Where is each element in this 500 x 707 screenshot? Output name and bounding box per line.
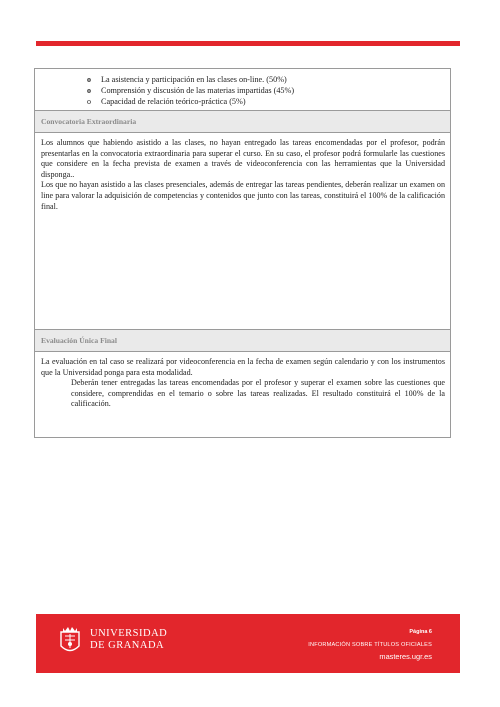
university-name-line: UNIVERSIDAD	[90, 628, 168, 639]
section-title: Convocatoria Extraordinaria	[35, 111, 450, 133]
list-item-text: Comprensión y discusión de las materias impartidas (45%)	[101, 86, 295, 95]
paragraph: Los alumnos que habiendo asistido a las clases, no hayan entregado las tareas encomendadas por el profesor, podrán presentarlas en la convocatoria extraordinaria para superar el curso. En su caso, el profesor podrá formularle las cuestiones que considere en la fecha prevista de examen a través de videoconferencia con las herramientas que la Universidad disponga..	[41, 138, 445, 179]
page-number: Página 6	[409, 629, 432, 635]
footer-banner	[36, 614, 460, 673]
section-title: Evaluación Única Final	[35, 330, 450, 352]
bullet-icon: o	[87, 75, 91, 84]
header-red-bar	[36, 41, 460, 46]
section-extraordinaria	[35, 111, 450, 330]
section-body	[35, 352, 450, 437]
section-body	[35, 133, 450, 329]
list-item-text: Capacidad de relación teórico-práctica (5%)	[101, 97, 246, 106]
evaluation-table	[34, 68, 451, 438]
bullet-icon: o	[87, 97, 91, 106]
list-item	[85, 74, 442, 85]
criteria-list	[35, 69, 450, 111]
info-line: INFORMACIÓN SOBRE TÍTULOS OFICIALES	[308, 642, 432, 648]
university-crest-icon	[58, 624, 82, 657]
paragraph: La evaluación en tal caso se realizará por videoconferencia en la fecha de examen según calendario y con los instrumentos que la Universidad ponga para esta modalidad.	[41, 357, 445, 377]
paragraph-indented: Deberán tener entregadas las tareas encomendadas por el profesor y superar el examen sobre las cuestiones que considere, comprendidas en el temario o sobre las tareas realizadas. El resultado constituirá el 100% de la calificación.	[71, 378, 445, 409]
list-item	[85, 85, 442, 96]
bullet-icon: o	[87, 86, 91, 95]
university-name-line: DE GRANADA	[90, 640, 165, 651]
paragraph: Los que no hayan asistido a las clases presenciales, además de entregar las tareas pendientes, deberán realizar un examen on line para valorar la adquisición de competencias y contenidos que junto con las tareas, constituirá el 100% de la calificación final.	[41, 180, 445, 211]
list-item-text: La asistencia y participación en las clases on-line. (50%)	[101, 75, 287, 84]
section-unica-final	[35, 330, 450, 437]
site-link[interactable]: masteres.ugr.es	[379, 652, 432, 661]
university-name	[90, 628, 167, 652]
list-item	[85, 96, 442, 107]
